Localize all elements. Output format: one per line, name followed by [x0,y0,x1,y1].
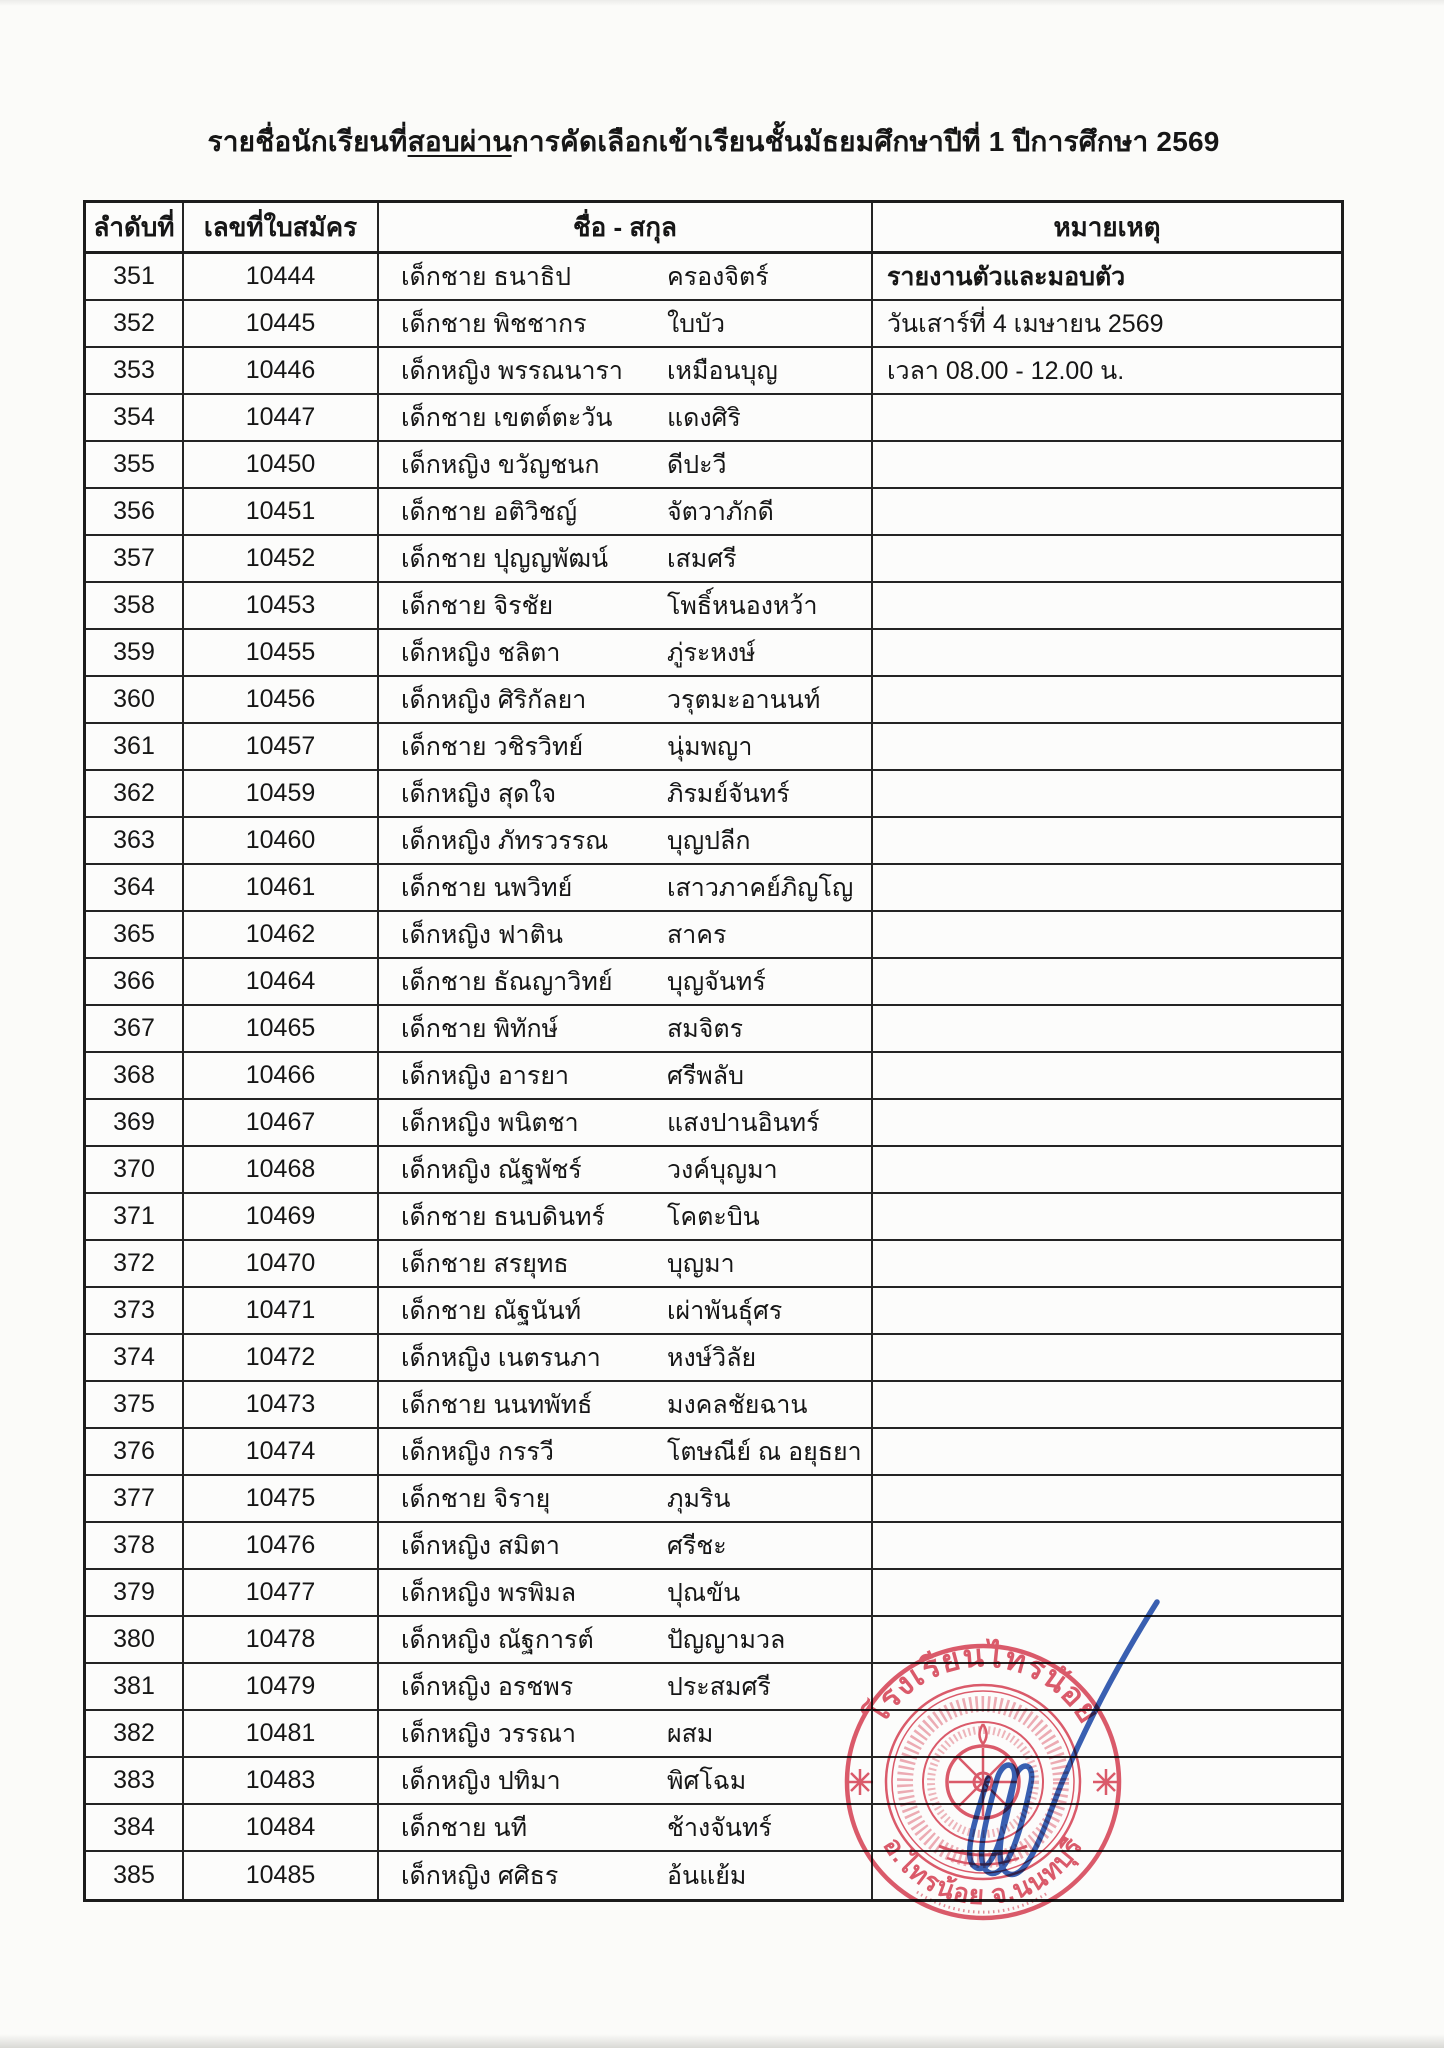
scan-artifact-top [0,0,1444,6]
order-number-cell: 365 [86,912,184,957]
remark-cell [873,677,1341,722]
application-number-cell: 10445 [184,301,379,346]
order-number-cell: 378 [86,1523,184,1568]
student-title-firstname: เด็กชาย เขตต์ตะวัน [401,403,613,432]
student-surname: สาคร [667,920,727,949]
table-row [86,630,1341,677]
student-name-cell [379,771,873,816]
remark-cell [873,1241,1341,1286]
student-title-firstname: เด็กหญิง ศศิธร [401,1861,559,1890]
order-number-cell: 362 [86,771,184,816]
stamp-bottom-text: อ.ไทรน้อย จ.นนทบุรี [877,1831,1089,1911]
student-surname: เสมศรี [667,544,737,573]
order-number-cell: 354 [86,395,184,440]
application-number-cell: 10472 [184,1335,379,1380]
student-title-firstname: เด็กหญิง ชลิตา [401,638,561,667]
student-title-firstname: เด็กชาย นนทพัทธ์ [401,1390,593,1419]
application-number-cell: 10484 [184,1805,379,1850]
table-row [86,489,1341,536]
student-name-cell [379,1053,873,1098]
order-number-cell: 379 [86,1570,184,1615]
stamp-top-text: โรงเรียนไทรน้อย [858,1638,1108,1731]
remark-cell [873,1006,1341,1051]
table-row [86,1476,1341,1523]
student-surname: ปัญญามวล [667,1625,786,1654]
order-number-cell: 369 [86,1100,184,1145]
student-surname: ศรีชะ [667,1531,727,1560]
student-name-cell [379,630,873,675]
student-surname: แดงศิริ [667,403,741,432]
application-number-cell: 10460 [184,818,379,863]
table-row [86,395,1341,442]
table-row [86,1288,1341,1335]
student-title-firstname: เด็กหญิง ภัทรวรรณ [401,826,609,855]
student-name-cell [379,1617,873,1662]
table-row [86,254,1341,301]
student-surname: นุ่มพญา [667,732,753,761]
application-number-cell: 10469 [184,1194,379,1239]
order-number-cell: 355 [86,442,184,487]
student-title-firstname: เด็กหญิง พรรณนารา [401,356,623,385]
order-number-cell: 374 [86,1335,184,1380]
student-name-cell [379,1382,873,1427]
application-number-cell: 10462 [184,912,379,957]
order-number-cell: 382 [86,1711,184,1756]
application-number-cell: 10474 [184,1429,379,1474]
order-number-cell: 381 [86,1664,184,1709]
application-number-cell: 10485 [184,1852,379,1899]
student-surname: วรุตมะอานนท์ [667,685,821,714]
student-title-firstname: เด็กชาย ธนาธิป [401,262,572,291]
student-title-firstname: เด็กชาย นที [401,1813,528,1842]
table-row [86,1006,1341,1053]
student-name-cell [379,583,873,628]
student-name-cell [379,348,873,393]
student-name-cell [379,1194,873,1239]
student-surname: โคตะบิน [667,1202,760,1231]
student-name-cell [379,959,873,1004]
page-title [83,120,1344,164]
remark-cell [873,442,1341,487]
student-title-firstname: เด็กชาย สรยุทธ [401,1249,569,1278]
remark-cell [873,1335,1341,1380]
student-name-cell [379,1523,873,1568]
student-surname: ครองจิตร์ [667,262,769,291]
student-surname: สมจิตร [667,1014,744,1043]
remark-cell [873,536,1341,581]
student-surname: บุญจันทร์ [667,967,766,996]
remark-cell [873,865,1341,910]
page-title-post: การคัดเลือกเข้าเรียนชั้นมัธยมศึกษาปีที่ 1 ปีการศึกษา 2569 [511,126,1220,157]
student-name-cell [379,301,873,346]
remark-cell [873,1194,1341,1239]
remark-cell [873,395,1341,440]
student-title-firstname: เด็กชาย ปุญญพัฒน์ [401,544,609,573]
order-number-cell: 359 [86,630,184,675]
student-title-firstname: เด็กหญิง อารยา [401,1061,570,1090]
student-title-firstname: เด็กหญิง วรรณา [401,1719,576,1748]
remark-cell [873,1288,1341,1333]
table-row [86,677,1341,724]
remark-cell [873,724,1341,769]
order-number-cell: 366 [86,959,184,1004]
application-number-cell: 10468 [184,1147,379,1192]
order-number-cell: 364 [86,865,184,910]
application-number-cell: 10483 [184,1758,379,1803]
student-name-cell [379,442,873,487]
table-row [86,959,1341,1006]
table-row [86,912,1341,959]
application-number-cell: 10473 [184,1382,379,1427]
student-title-firstname: เด็กหญิง ศิริกัลยา [401,685,587,714]
student-name-cell [379,1852,873,1899]
table-row [86,1523,1341,1570]
student-surname: ภู่ระหงษ์ [667,638,756,667]
application-number-cell: 10457 [184,724,379,769]
application-number-cell: 10478 [184,1617,379,1662]
student-surname: เผ่าพันธุ์ศร [667,1296,783,1325]
table-row [86,1335,1341,1382]
header-order-number: ลำดับที่ [86,203,184,251]
student-title-firstname: เด็กชาย วชิรวิทย์ [401,732,584,761]
application-number-cell: 10450 [184,442,379,487]
student-name-cell [379,395,873,440]
application-number-cell: 10476 [184,1523,379,1568]
application-number-cell: 10477 [184,1570,379,1615]
signature-ink [868,1566,1208,1886]
table-row [86,724,1341,771]
table-row [86,865,1341,912]
student-name-cell [379,677,873,722]
student-name-cell [379,912,873,957]
student-name-cell [379,1241,873,1286]
order-number-cell: 375 [86,1382,184,1427]
table-row [86,771,1341,818]
student-name-cell [379,489,873,534]
table-row [86,1147,1341,1194]
order-number-cell: 383 [86,1758,184,1803]
remark-cell [873,1053,1341,1098]
table-row [86,1241,1341,1288]
student-surname: ดีปะวี [667,450,727,479]
student-title-firstname: เด็กชาย ธัณญาวิทย์ [401,967,613,996]
order-number-cell: 363 [86,818,184,863]
student-surname: ผสม [667,1719,714,1748]
student-surname: พิศโฉม [667,1766,747,1795]
student-surname: บุญมา [667,1249,735,1278]
student-surname: โพธิ์หนองหว้า [667,591,818,620]
application-number-cell: 10444 [184,254,379,299]
application-number-cell: 10481 [184,1711,379,1756]
student-title-firstname: เด็กหญิง ฟาติน [401,920,563,949]
student-title-firstname: เด็กหญิง สมิตา [401,1531,560,1560]
application-number-cell: 10459 [184,771,379,816]
application-number-cell: 10451 [184,489,379,534]
student-title-firstname: เด็กหญิง ณัฐพัชร์ [401,1155,582,1184]
student-name-cell [379,818,873,863]
application-number-cell: 10466 [184,1053,379,1098]
application-number-cell: 10461 [184,865,379,910]
application-number-cell: 10479 [184,1664,379,1709]
header-name-surname: ชื่อ - สกุล [379,203,873,251]
student-surname: ปุณขัน [667,1578,741,1607]
table-row [86,301,1341,348]
order-number-cell: 361 [86,724,184,769]
remark-cell [873,630,1341,675]
student-surname: ศรีพลับ [667,1061,744,1090]
application-number-cell: 10464 [184,959,379,1004]
order-number-cell: 376 [86,1429,184,1474]
remark-cell [873,1147,1341,1192]
order-number-cell: 358 [86,583,184,628]
student-surname: จัตวาภักดี [667,497,774,526]
table-header-row [86,203,1341,254]
order-number-cell: 353 [86,348,184,393]
page-title-underlined: สอบผ่าน [407,126,512,157]
table-row [86,1053,1341,1100]
student-name-cell [379,1288,873,1333]
student-title-firstname: เด็กชาย อติวิชญ์ [401,497,578,526]
remark-cell [873,818,1341,863]
application-number-cell: 10453 [184,583,379,628]
student-title-firstname: เด็กหญิง กรรวี [401,1437,554,1466]
student-surname: เสาวภาคย์ภิญโญ [667,873,854,902]
order-number-cell: 370 [86,1147,184,1192]
student-surname: ใบบัว [667,309,725,338]
remark-cell [873,583,1341,628]
order-number-cell: 371 [86,1194,184,1239]
remark-cell [873,1476,1341,1521]
student-title-firstname: เด็กหญิง อรชพร [401,1672,574,1701]
student-name-cell [379,1758,873,1803]
order-number-cell: 367 [86,1006,184,1051]
remark-cell [873,771,1341,816]
scan-artifact-bottom [0,2034,1444,2048]
student-surname: บุญปลีก [667,826,751,855]
table-row [86,1382,1341,1429]
order-number-cell: 385 [86,1852,184,1899]
student-title-firstname: เด็กชาย นพวิทย์ [401,873,573,902]
student-name-cell [379,1805,873,1850]
header-remark: หมายเหตุ [1053,211,1161,242]
student-surname: อ้นแย้ม [667,1861,747,1890]
remark-cell: วันเสาร์ที่ 4 เมษายน 2569 [887,309,1164,338]
student-name-cell [379,1429,873,1474]
student-title-firstname: เด็กชาย จิรชัย [401,591,554,620]
order-number-cell: 377 [86,1476,184,1521]
remark-cell [873,1382,1341,1427]
order-number-cell: 372 [86,1241,184,1286]
remark-cell [873,1523,1341,1568]
application-number-cell: 10471 [184,1288,379,1333]
table-row [86,583,1341,630]
remark-cell [873,489,1341,534]
student-surname: ประสมศรี [667,1672,771,1701]
application-number-cell: 10470 [184,1241,379,1286]
header-application-number: เลขที่ใบสมัคร [184,203,379,251]
order-number-cell: 368 [86,1053,184,1098]
remark-cell [873,959,1341,1004]
student-title-firstname: เด็กหญิง ณัฐการต์ [401,1625,594,1654]
student-title-firstname: เด็กหญิง สุดใจ [401,779,557,808]
page-title-pre: รายชื่อนักเรียนที่ [207,126,408,157]
remark-cell [873,912,1341,957]
student-title-firstname: เด็กหญิง พนิตชา [401,1108,579,1137]
order-number-cell: 360 [86,677,184,722]
table-row [86,1100,1341,1147]
order-number-cell: 380 [86,1617,184,1662]
order-number-cell: 352 [86,301,184,346]
order-number-cell: 357 [86,536,184,581]
student-title-firstname: เด็กหญิง ขวัญชนก [401,450,600,479]
student-name-cell [379,1476,873,1521]
application-number-cell: 10465 [184,1006,379,1051]
table-row [86,1429,1341,1476]
remark-cell: เวลา 08.00 - 12.00 น. [887,356,1125,385]
order-number-cell: 384 [86,1805,184,1850]
remark-cell: รายงานตัวและมอบตัว [887,262,1126,291]
student-name-cell [379,1570,873,1615]
student-title-firstname: เด็กชาย พิชชากร [401,309,587,338]
student-surname: ภิรมย์จันทร์ [667,779,790,808]
student-name-cell [379,254,873,299]
application-number-cell: 10452 [184,536,379,581]
remark-cell [873,1100,1341,1145]
order-number-cell: 373 [86,1288,184,1333]
table-row [86,442,1341,489]
student-name-cell [379,536,873,581]
table-row [86,536,1341,583]
table-row [86,348,1341,395]
application-number-cell: 10455 [184,630,379,675]
order-number-cell: 356 [86,489,184,534]
student-surname: โตษณีย์ ณ อยุธยา [667,1437,862,1466]
student-name-cell [379,1006,873,1051]
student-title-firstname: เด็กชาย ธนบดินทร์ [401,1202,605,1231]
student-title-firstname: เด็กหญิง พรพิมล [401,1578,577,1607]
application-number-cell: 10467 [184,1100,379,1145]
application-number-cell: 10475 [184,1476,379,1521]
application-number-cell: 10446 [184,348,379,393]
student-surname: เหมือนบุญ [667,356,778,385]
student-name-cell [379,1147,873,1192]
student-title-firstname: เด็กชาย ณัฐนันท์ [401,1296,582,1325]
student-name-cell [379,865,873,910]
student-title-firstname: เด็กหญิง ปทิมา [401,1766,561,1795]
student-surname: แสงปานอินทร์ [667,1108,820,1137]
student-title-firstname: เด็กชาย พิทักษ์ [401,1014,559,1043]
student-name-cell [379,1335,873,1380]
table-row [86,818,1341,865]
student-title-firstname: เด็กชาย จิรายุ [401,1484,551,1513]
application-number-cell: 10447 [184,395,379,440]
student-title-firstname: เด็กหญิง เนตรนภา [401,1343,601,1372]
student-name-cell [379,724,873,769]
student-surname: ช้างจันทร์ [667,1813,772,1842]
student-surname: ภุมริน [667,1484,731,1513]
student-name-cell [379,1711,873,1756]
order-number-cell: 351 [86,254,184,299]
student-surname: วงค์บุญมา [667,1155,778,1184]
table-row [86,1194,1341,1241]
application-number-cell: 10456 [184,677,379,722]
student-surname: หงษ์วิลัย [667,1343,757,1372]
student-name-cell [379,1100,873,1145]
student-name-cell [379,1664,873,1709]
student-surname: มงคลชัยฉาน [667,1390,808,1419]
remark-cell [873,1429,1341,1474]
